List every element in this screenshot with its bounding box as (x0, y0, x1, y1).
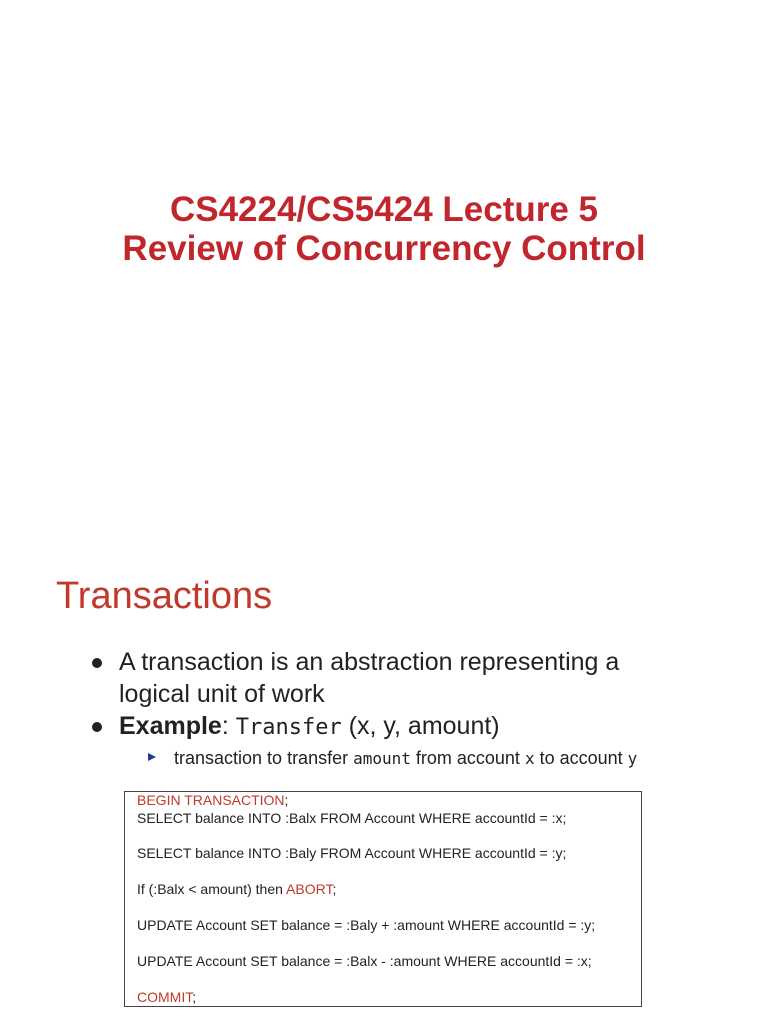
code-semicolon: ; (284, 792, 289, 808)
sub-bullet-text-part1: transaction to transfer (174, 748, 354, 768)
keyword-begin-transaction: BEGIN TRANSACTION (137, 792, 285, 808)
code-line-update-y: UPDATE Account SET balance = :Baly + :amount WHERE accountId = :y; (137, 917, 596, 933)
bullet-item-example (92, 710, 692, 744)
slide-title-line1: CS4224/CS5424 Lecture 5 (169, 190, 599, 229)
code-line-if-abort (137, 881, 336, 898)
triangle-bullet-icon (148, 753, 156, 761)
bullet-text: A transaction is an abstraction representing a logical unit of work (119, 648, 620, 708)
code-line-begin (137, 792, 288, 809)
code-line-select-x: SELECT balance INTO :Balx FROM Account WHERE accountId = :x; (137, 810, 567, 826)
transaction-code-box (124, 791, 642, 1007)
bullet-item-definition (92, 646, 692, 710)
example-colon: : (221, 712, 229, 740)
code-amount: amount (353, 749, 411, 768)
sub-bullet-item (148, 746, 748, 771)
code-y: y (627, 749, 638, 768)
bullet-dot-icon (92, 722, 102, 732)
example-label: Example (119, 712, 222, 740)
code-semicolon: ; (192, 989, 197, 1005)
code-line-select-y: SELECT balance INTO :Baly FROM Account WHERE accountId = :y; (137, 845, 567, 861)
slide-title-line2: Review of Concurrency Control (122, 229, 646, 268)
keyword-abort: ABORT (286, 881, 333, 897)
code-line-commit (137, 989, 196, 1006)
keyword-commit: COMMIT (137, 989, 193, 1005)
sub-bullet-text-part3: to account (534, 748, 628, 768)
example-arguments: (x, y, amount) (341, 712, 500, 740)
bullet-dot-icon (92, 658, 102, 668)
code-x: x (524, 749, 535, 768)
section-heading: Transactions (56, 575, 273, 617)
code-if-condition: If (:Balx < amount) then (137, 881, 287, 897)
code-line-update-x: UPDATE Account SET balance = :Balx - :amount WHERE accountId = :x; (137, 953, 592, 969)
example-function-name: Transfer (235, 715, 342, 740)
sub-bullet-text-part2: from account (410, 748, 525, 768)
slide-title (0, 190, 768, 268)
bullet-list (92, 646, 692, 771)
code-semicolon: ; (332, 881, 337, 897)
